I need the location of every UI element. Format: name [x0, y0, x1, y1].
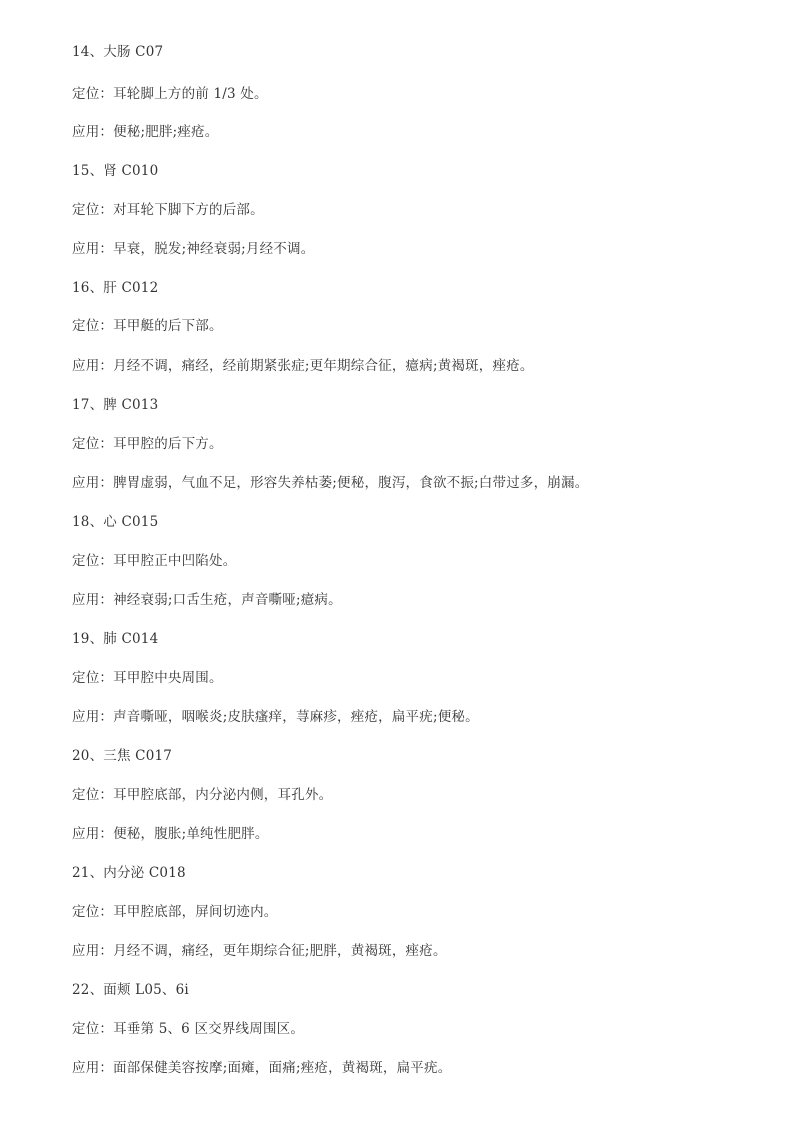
entry-heading: 21、内分泌 C018 [72, 865, 186, 881]
entry-application: 应用：早衰，脱发;神经衰弱;月经不调。 [72, 241, 315, 257]
entry-location: 定位：耳甲艇的后下部。 [72, 318, 223, 334]
entry-application: 应用：声音嘶哑，咽喉炎;皮肤瘙痒，荨麻疹，痤疮，扁平疣;便秘。 [72, 709, 479, 725]
entry-application: 应用：便秘，腹胀;单纯性肥胖。 [72, 826, 269, 842]
entry-location: 定位：耳轮脚上方的前 1/3 处。 [72, 86, 268, 102]
entry-heading: 20、三焦 C017 [72, 748, 173, 764]
entry-heading: 17、脾 C013 [72, 397, 159, 413]
entry-location: 定位：耳甲腔正中凹陷处。 [72, 553, 237, 569]
entry-heading: 15、肾 C010 [72, 163, 159, 179]
entry-application: 应用：脾胃虚弱，气血不足，形容失养枯萎;便秘，腹泻，食欲不振;白带过多，崩漏。 [72, 475, 589, 491]
entry-location: 定位：耳甲腔中央周围。 [72, 670, 223, 686]
entry-location: 定位：耳甲腔的后下方。 [72, 436, 223, 452]
entry-location: 定位：耳甲腔底部，屏间切迹内。 [72, 904, 278, 920]
entry-application: 应用：便秘;肥胖;痤疮。 [72, 124, 219, 140]
entry-heading: 14、大肠 C07 [72, 44, 164, 60]
entry-application: 应用：月经不调，痛经，更年期综合征;肥胖，黄褐斑，痤疮。 [72, 943, 447, 959]
entry-application: 应用：神经衰弱;口舌生疮，声音嘶哑;癔病。 [72, 592, 342, 608]
entry-heading: 16、肝 C012 [72, 280, 159, 296]
entry-heading: 18、心 C015 [72, 514, 159, 530]
entry-location: 定位：对耳轮下脚下方的后部。 [72, 202, 264, 218]
entry-heading: 22、面颊 L05、6i [72, 982, 189, 998]
entry-application: 应用：面部保健美容按摩;面瘫，面痛;痤疮，黄褐斑，扁平疣。 [72, 1060, 452, 1076]
entry-heading: 19、肺 C014 [72, 631, 159, 647]
entry-location: 定位：耳甲腔底部，内分泌内侧，耳孔外。 [72, 787, 333, 803]
entry-location: 定位：耳垂第 5、6 区交界线周围区。 [72, 1021, 305, 1037]
entry-application: 应用：月经不调，痛经，经前期紧张症;更年期综合征，癔病;黄褐斑，痤疮。 [72, 358, 534, 374]
